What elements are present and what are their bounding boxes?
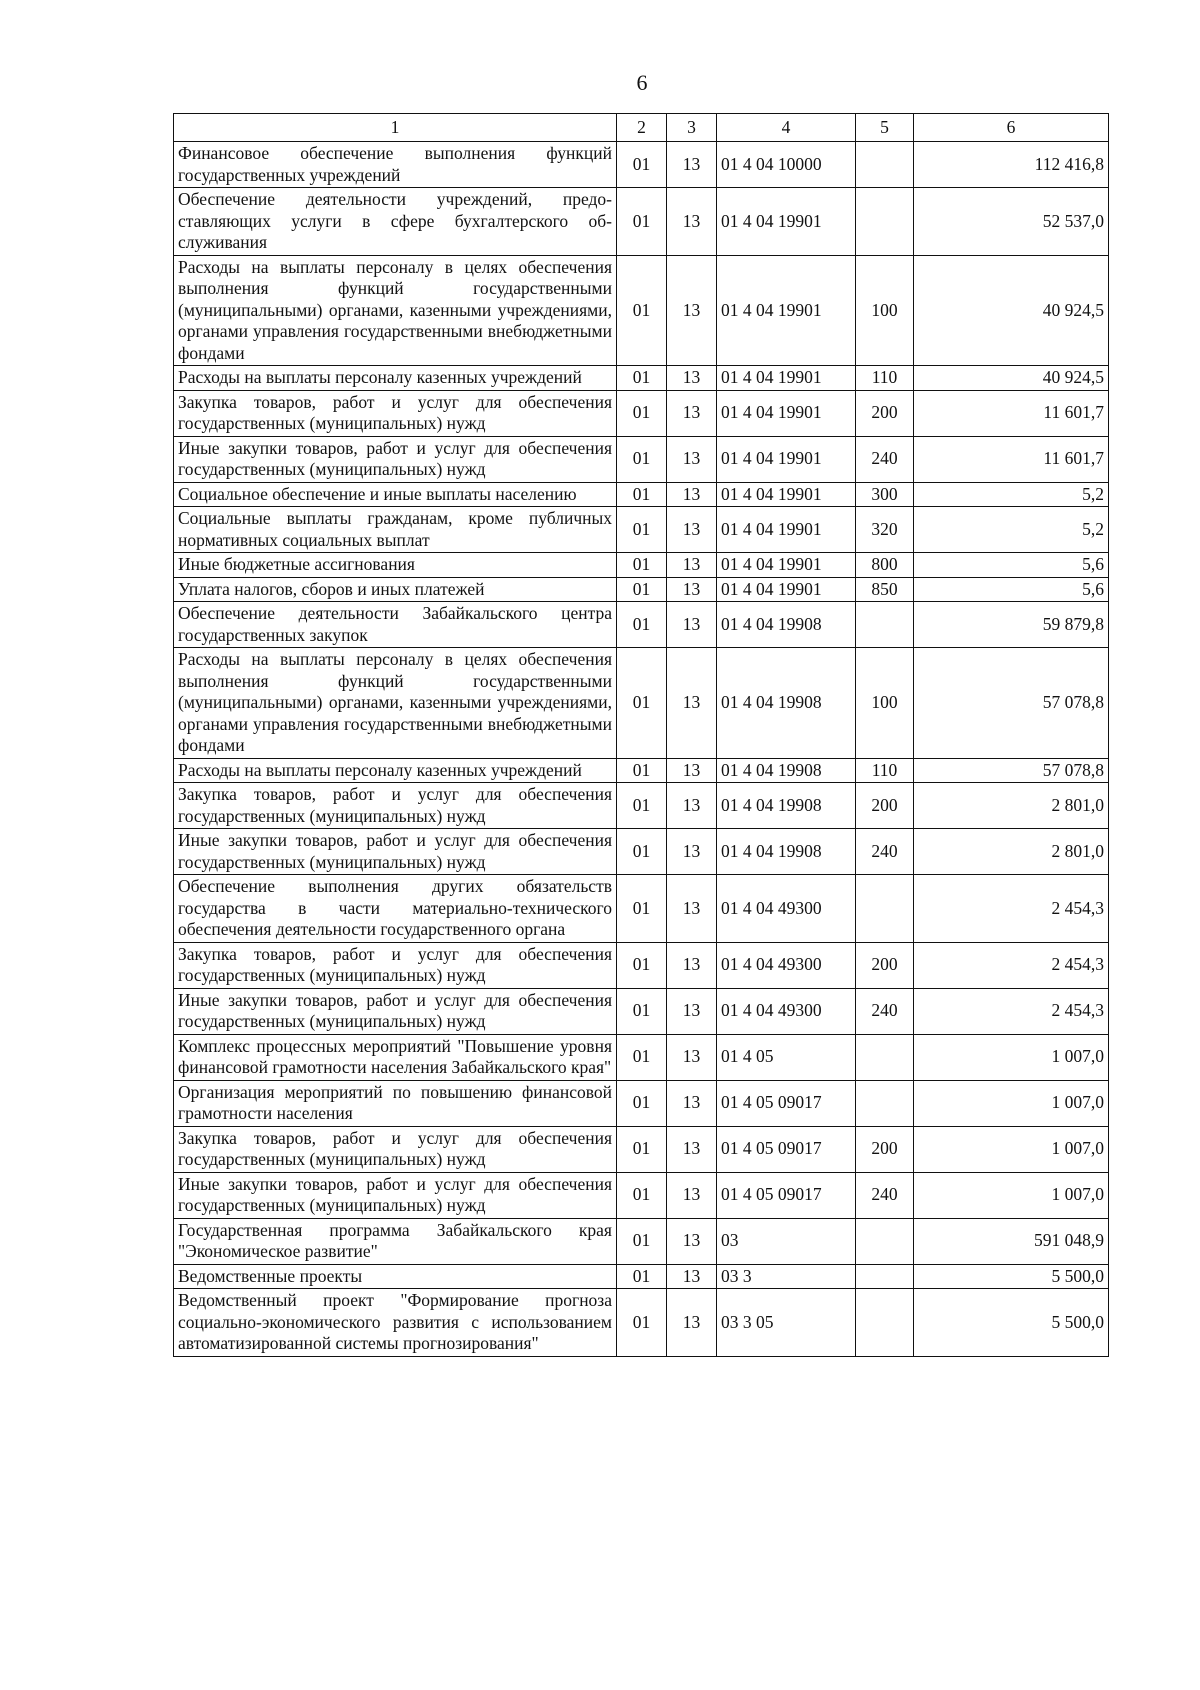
row-section-cell: 01 — [617, 1080, 667, 1126]
row-amount-cell: 57 078,8 — [914, 648, 1109, 759]
table-row — [174, 758, 1109, 783]
row-section-cell: 01 — [617, 988, 667, 1034]
row-section-cell: 01 — [617, 602, 667, 648]
row-target-article-cell: 01 4 04 10000 — [717, 142, 856, 188]
page-number: 6 — [636, 70, 648, 95]
row-name-cell: Обеспечение деятельности учреждений, предоставляющих услуги в сфере бухгалтерского обслуживания — [174, 188, 617, 256]
row-amount-cell: 52 537,0 — [914, 188, 1109, 256]
row-expense-type-cell: 240 — [856, 988, 914, 1034]
row-subsection-cell: 13 — [667, 366, 717, 391]
row-amount-cell: 40 924,5 — [914, 366, 1109, 391]
row-subsection-cell: 13 — [667, 1034, 717, 1080]
row-amount-cell: 5,2 — [914, 482, 1109, 507]
row-amount-cell: 5,6 — [914, 553, 1109, 578]
table-row — [174, 942, 1109, 988]
table-row — [174, 1034, 1109, 1080]
row-expense-type-cell — [856, 1034, 914, 1080]
table-row — [174, 1264, 1109, 1289]
row-subsection-cell: 13 — [667, 482, 717, 507]
table-row — [174, 1172, 1109, 1218]
row-subsection-cell: 13 — [667, 188, 717, 256]
row-target-article-cell: 03 3 — [717, 1264, 856, 1289]
row-amount-cell: 57 078,8 — [914, 758, 1109, 783]
row-name-cell: Расходы на выплаты персоналу казенных учреждений — [174, 758, 617, 783]
row-subsection-cell: 13 — [667, 942, 717, 988]
row-expense-type-cell: 100 — [856, 255, 914, 366]
row-name-cell: Ведомственный проект "Формирование прогноза социально-экономического развития с использованием автоматизированной системы прогнозирования" — [174, 1289, 617, 1357]
row-target-article-cell: 01 4 04 19908 — [717, 783, 856, 829]
row-target-article-cell: 01 4 05 09017 — [717, 1080, 856, 1126]
row-name-cell: Организация мероприятий по повышению финансовой грамотности населения — [174, 1080, 617, 1126]
row-section-cell: 01 — [617, 366, 667, 391]
row-target-article-cell: 01 4 04 19901 — [717, 390, 856, 436]
table-row — [174, 366, 1109, 391]
row-name-cell: Обеспечение деятельности Забайкальского центра государственных закупок — [174, 602, 617, 648]
row-amount-cell: 1 007,0 — [914, 1034, 1109, 1080]
row-amount-cell: 40 924,5 — [914, 255, 1109, 366]
row-target-article-cell: 01 4 04 19901 — [717, 507, 856, 553]
row-target-article-cell: 01 4 04 19901 — [717, 188, 856, 256]
table-row — [174, 1289, 1109, 1357]
row-section-cell: 01 — [617, 1289, 667, 1357]
row-expense-type-cell: 850 — [856, 577, 914, 602]
row-name-cell: Иные закупки товаров, работ и услуг для обеспечения государственных (муниципальных) нужд — [174, 988, 617, 1034]
row-expense-type-cell — [856, 875, 914, 943]
row-subsection-cell: 13 — [667, 829, 717, 875]
table-row — [174, 577, 1109, 602]
row-name-cell: Иные бюджетные ассигнования — [174, 553, 617, 578]
row-section-cell: 01 — [617, 1218, 667, 1264]
row-expense-type-cell: 200 — [856, 390, 914, 436]
row-amount-cell: 59 879,8 — [914, 602, 1109, 648]
row-name-cell: Закупка товаров, работ и услуг для обеспечения государственных (муниципальных) нужд — [174, 1126, 617, 1172]
table-row — [174, 648, 1109, 759]
row-section-cell: 01 — [617, 1126, 667, 1172]
row-target-article-cell: 01 4 04 19908 — [717, 648, 856, 759]
row-expense-type-cell: 240 — [856, 436, 914, 482]
table-row — [174, 142, 1109, 188]
row-subsection-cell: 13 — [667, 783, 717, 829]
row-expense-type-cell: 240 — [856, 829, 914, 875]
row-expense-type-cell — [856, 602, 914, 648]
row-subsection-cell: 13 — [667, 988, 717, 1034]
budget-table — [173, 113, 1109, 1357]
table-row — [174, 188, 1109, 256]
row-target-article-cell: 01 4 04 49300 — [717, 988, 856, 1034]
row-subsection-cell: 13 — [667, 1289, 717, 1357]
row-target-article-cell: 01 4 04 19901 — [717, 577, 856, 602]
row-target-article-cell: 03 — [717, 1218, 856, 1264]
row-amount-cell: 2 801,0 — [914, 783, 1109, 829]
table-body — [174, 142, 1109, 1357]
header-col-4: 4 — [717, 114, 856, 142]
table-row — [174, 602, 1109, 648]
row-section-cell: 01 — [617, 758, 667, 783]
row-subsection-cell: 13 — [667, 577, 717, 602]
row-target-article-cell: 01 4 04 49300 — [717, 875, 856, 943]
row-subsection-cell: 13 — [667, 1264, 717, 1289]
row-section-cell: 01 — [617, 783, 667, 829]
table-row — [174, 988, 1109, 1034]
row-expense-type-cell: 200 — [856, 1126, 914, 1172]
row-target-article-cell: 01 4 04 19901 — [717, 553, 856, 578]
row-subsection-cell: 13 — [667, 255, 717, 366]
row-name-cell: Уплата налогов, сборов и иных платежей — [174, 577, 617, 602]
row-name-cell: Комплекс процессных мероприятий "Повышение уровня финансовой грамотности населения Забайкальского края" — [174, 1034, 617, 1080]
row-section-cell: 01 — [617, 507, 667, 553]
row-subsection-cell: 13 — [667, 553, 717, 578]
row-name-cell: Иные закупки товаров, работ и услуг для обеспечения государственных (муниципальных) нужд — [174, 1172, 617, 1218]
row-expense-type-cell — [856, 1080, 914, 1126]
row-amount-cell: 5,2 — [914, 507, 1109, 553]
row-target-article-cell: 01 4 05 09017 — [717, 1172, 856, 1218]
row-expense-type-cell: 200 — [856, 783, 914, 829]
table-row — [174, 829, 1109, 875]
row-section-cell: 01 — [617, 1172, 667, 1218]
row-name-cell: Обеспечение выполнения других обязательств государства в части материально-технического обеспечения деятельности государственного органа — [174, 875, 617, 943]
row-subsection-cell: 13 — [667, 758, 717, 783]
row-amount-cell: 1 007,0 — [914, 1126, 1109, 1172]
row-amount-cell: 5 500,0 — [914, 1289, 1109, 1357]
row-subsection-cell: 13 — [667, 507, 717, 553]
row-name-cell: Социальные выплаты гражданам, кроме публичных нормативных социальных выплат — [174, 507, 617, 553]
row-expense-type-cell: 300 — [856, 482, 914, 507]
row-amount-cell: 1 007,0 — [914, 1080, 1109, 1126]
row-name-cell: Закупка товаров, работ и услуг для обеспечения государственных (муниципальных) нужд — [174, 390, 617, 436]
row-section-cell: 01 — [617, 390, 667, 436]
row-target-article-cell: 01 4 04 19901 — [717, 366, 856, 391]
row-target-article-cell: 01 4 04 19908 — [717, 602, 856, 648]
table-row — [174, 875, 1109, 943]
header-col-2: 2 — [617, 114, 667, 142]
row-expense-type-cell — [856, 1289, 914, 1357]
row-section-cell: 01 — [617, 875, 667, 943]
row-target-article-cell: 01 4 04 19901 — [717, 482, 856, 507]
row-amount-cell: 2 454,3 — [914, 988, 1109, 1034]
row-target-article-cell: 01 4 04 49300 — [717, 942, 856, 988]
row-subsection-cell: 13 — [667, 648, 717, 759]
row-subsection-cell: 13 — [667, 1218, 717, 1264]
row-amount-cell: 2 454,3 — [914, 875, 1109, 943]
row-name-cell: Финансовое обеспечение выполнения функций государственных учреждений — [174, 142, 617, 188]
row-subsection-cell: 13 — [667, 436, 717, 482]
header-col-5: 5 — [856, 114, 914, 142]
row-target-article-cell: 03 3 05 — [717, 1289, 856, 1357]
row-amount-cell: 11 601,7 — [914, 436, 1109, 482]
table-row — [174, 553, 1109, 578]
row-subsection-cell: 13 — [667, 1080, 717, 1126]
row-amount-cell: 5,6 — [914, 577, 1109, 602]
row-expense-type-cell: 200 — [856, 942, 914, 988]
table-row — [174, 482, 1109, 507]
row-subsection-cell: 13 — [667, 142, 717, 188]
row-expense-type-cell: 800 — [856, 553, 914, 578]
header-row — [174, 114, 1109, 142]
row-name-cell: Закупка товаров, работ и услуг для обеспечения государственных (муниципальных) нужд — [174, 942, 617, 988]
row-expense-type-cell — [856, 188, 914, 256]
row-subsection-cell: 13 — [667, 1172, 717, 1218]
row-section-cell: 01 — [617, 255, 667, 366]
table-row — [174, 783, 1109, 829]
row-expense-type-cell — [856, 142, 914, 188]
table-row — [174, 1080, 1109, 1126]
row-target-article-cell: 01 4 05 — [717, 1034, 856, 1080]
row-subsection-cell: 13 — [667, 602, 717, 648]
row-amount-cell: 591 048,9 — [914, 1218, 1109, 1264]
row-section-cell: 01 — [617, 648, 667, 759]
row-name-cell: Расходы на выплаты персоналу в целях обеспечения выполнения функций государственными (муниципальными) органами, казенными учреждениями, органами управления государственными внебюджетными фондами — [174, 255, 617, 366]
table-row — [174, 255, 1109, 366]
row-section-cell: 01 — [617, 1034, 667, 1080]
table-row — [174, 507, 1109, 553]
row-section-cell: 01 — [617, 482, 667, 507]
row-target-article-cell: 01 4 05 09017 — [717, 1126, 856, 1172]
row-section-cell: 01 — [617, 142, 667, 188]
row-amount-cell: 5 500,0 — [914, 1264, 1109, 1289]
row-name-cell: Расходы на выплаты персоналу казенных учреждений — [174, 366, 617, 391]
row-amount-cell: 1 007,0 — [914, 1172, 1109, 1218]
row-name-cell: Государственная программа Забайкальского края "Экономическое развитие" — [174, 1218, 617, 1264]
row-target-article-cell: 01 4 04 19908 — [717, 829, 856, 875]
row-target-article-cell: 01 4 04 19901 — [717, 436, 856, 482]
row-amount-cell: 2 454,3 — [914, 942, 1109, 988]
row-name-cell: Расходы на выплаты персоналу в целях обеспечения выполнения функций государственными (муниципальными) органами, казенными учреждениями, органами управления государственными внебюджетными фондами — [174, 648, 617, 759]
row-name-cell: Социальное обеспечение и иные выплаты населению — [174, 482, 617, 507]
row-section-cell: 01 — [617, 436, 667, 482]
row-amount-cell: 2 801,0 — [914, 829, 1109, 875]
header-col-3: 3 — [667, 114, 717, 142]
row-section-cell: 01 — [617, 829, 667, 875]
header-col-1: 1 — [174, 114, 617, 142]
row-expense-type-cell — [856, 1264, 914, 1289]
row-subsection-cell: 13 — [667, 1126, 717, 1172]
row-expense-type-cell: 320 — [856, 507, 914, 553]
table-row — [174, 390, 1109, 436]
row-target-article-cell: 01 4 04 19908 — [717, 758, 856, 783]
table-row — [174, 436, 1109, 482]
row-name-cell: Иные закупки товаров, работ и услуг для обеспечения государственных (муниципальных) нужд — [174, 829, 617, 875]
row-section-cell: 01 — [617, 553, 667, 578]
row-section-cell: 01 — [617, 1264, 667, 1289]
row-expense-type-cell — [856, 1218, 914, 1264]
row-amount-cell: 112 416,8 — [914, 142, 1109, 188]
table-row — [174, 1218, 1109, 1264]
table-row — [174, 1126, 1109, 1172]
header-col-6: 6 — [914, 114, 1109, 142]
row-subsection-cell: 13 — [667, 875, 717, 943]
row-name-cell: Закупка товаров, работ и услуг для обеспечения государственных (муниципальных) нужд — [174, 783, 617, 829]
row-expense-type-cell: 100 — [856, 648, 914, 759]
row-amount-cell: 11 601,7 — [914, 390, 1109, 436]
row-name-cell: Иные закупки товаров, работ и услуг для обеспечения государственных (муниципальных) нужд — [174, 436, 617, 482]
row-expense-type-cell: 240 — [856, 1172, 914, 1218]
row-section-cell: 01 — [617, 942, 667, 988]
row-section-cell: 01 — [617, 577, 667, 602]
row-target-article-cell: 01 4 04 19901 — [717, 255, 856, 366]
row-expense-type-cell: 110 — [856, 366, 914, 391]
row-name-cell: Ведомственные проекты — [174, 1264, 617, 1289]
table-header — [174, 114, 1109, 142]
row-section-cell: 01 — [617, 188, 667, 256]
row-subsection-cell: 13 — [667, 390, 717, 436]
row-expense-type-cell: 110 — [856, 758, 914, 783]
